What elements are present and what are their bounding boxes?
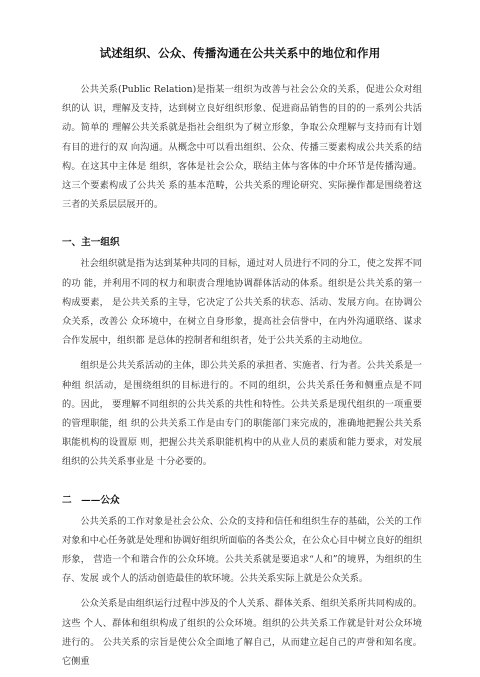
- spacer: [62, 220, 422, 228]
- section-heading-organization: 一、主一组织: [62, 237, 120, 249]
- document-body: [62, 80, 422, 677]
- organization-paragraph-2: 组织是公共关系活动的主体，即公共关系的承担者、实施者、行为者。公共关系是一种组 织活动，是围绕组织的目标进行的。不同的组织，公共关系任务和侧重点是不同的。因此， 要理解不同组织的公共关系的共性和特性。公共关系是现代组织的一项重要的管理职能，组 织的公共关系工作是由专门的职能部门来完成的，准确地把握公共关系职能机构的设置原 则，把握公共关系职能机构中的从业人员的素质和能力要求，对发展组织的公共关系事业是 十分必要的。: [62, 360, 422, 468]
- section-heading-public: 二 ——公众: [62, 494, 120, 506]
- public-paragraph-1: 公共关系的工作对象是社会公众、公众的支持和信任和组织生存的基础，公关的工作对象和中心任务就是处理和协调好组织所面临的各类公众，在公众心目中树立良好的组织形象， 营造一个和谐合作的公众环境。公共关系就是要追求“人和”的境界，为组织的生存、发展 或个人的活动创造最佳的软环境。公共关系实际上就是公众关系。: [62, 515, 422, 585]
- public-paragraph-2: 公众关系是由组织运行过程中涉及的个人关系、群体关系、组织关系所共同构成的。这些 个人、群体和组织构成了组织的公众环境。组织的公共关系工作就是针对公众环境进行的。 公共关系的宗旨是使公众全面地了解自己，从而建立起自己的声誉和知名度。它侧重: [62, 598, 422, 668]
- organization-paragraph-1: 社会组织就是指为达到某种共同的目标，通过对人员进行不同的分工，使之发挥不同的功 能，并利用不同的权力和职责合理地协调群体活动的体系。组织是公共关系的第一构成要素， 是公共关系的主导，它决定了公共关系的状态、活动、发展方向。在协调公众关系，改善公 众环境中，在树立自身形象，提高社会信誉中，在内外沟通联络、谋求合作发展中，组织都 是总体的控制者和组织者，处于公共关系的主动地位。: [62, 258, 422, 347]
- document-title: 试述组织、公众、传播沟通在公共关系中的地位和作用: [99, 46, 381, 60]
- spacer: [62, 478, 422, 486]
- intro-paragraph: 公共关系(Public Relation)是指某一组织为改善与社会公众的关系，促进公众对组织的认 识，理解及支持，达到树立良好组织形象、促进商品销售的目的的一系列公共活动。简单的 理解公共关系就是指社会组织为了树立形象，争取公众理解与支持而有计划有目的进行的双 向沟通。从概念中可以看出组织、公众、传播三要素构成公共关系的结构。在这其中主体是 组织，客体是社会公众，联结主体与客体的中介环节是传播沟通。这三个要素构成了公共关 系的基本范畴，公共关系的理论研究、实际操作都是围绕着这三者的关系层层展开的。: [62, 84, 422, 211]
